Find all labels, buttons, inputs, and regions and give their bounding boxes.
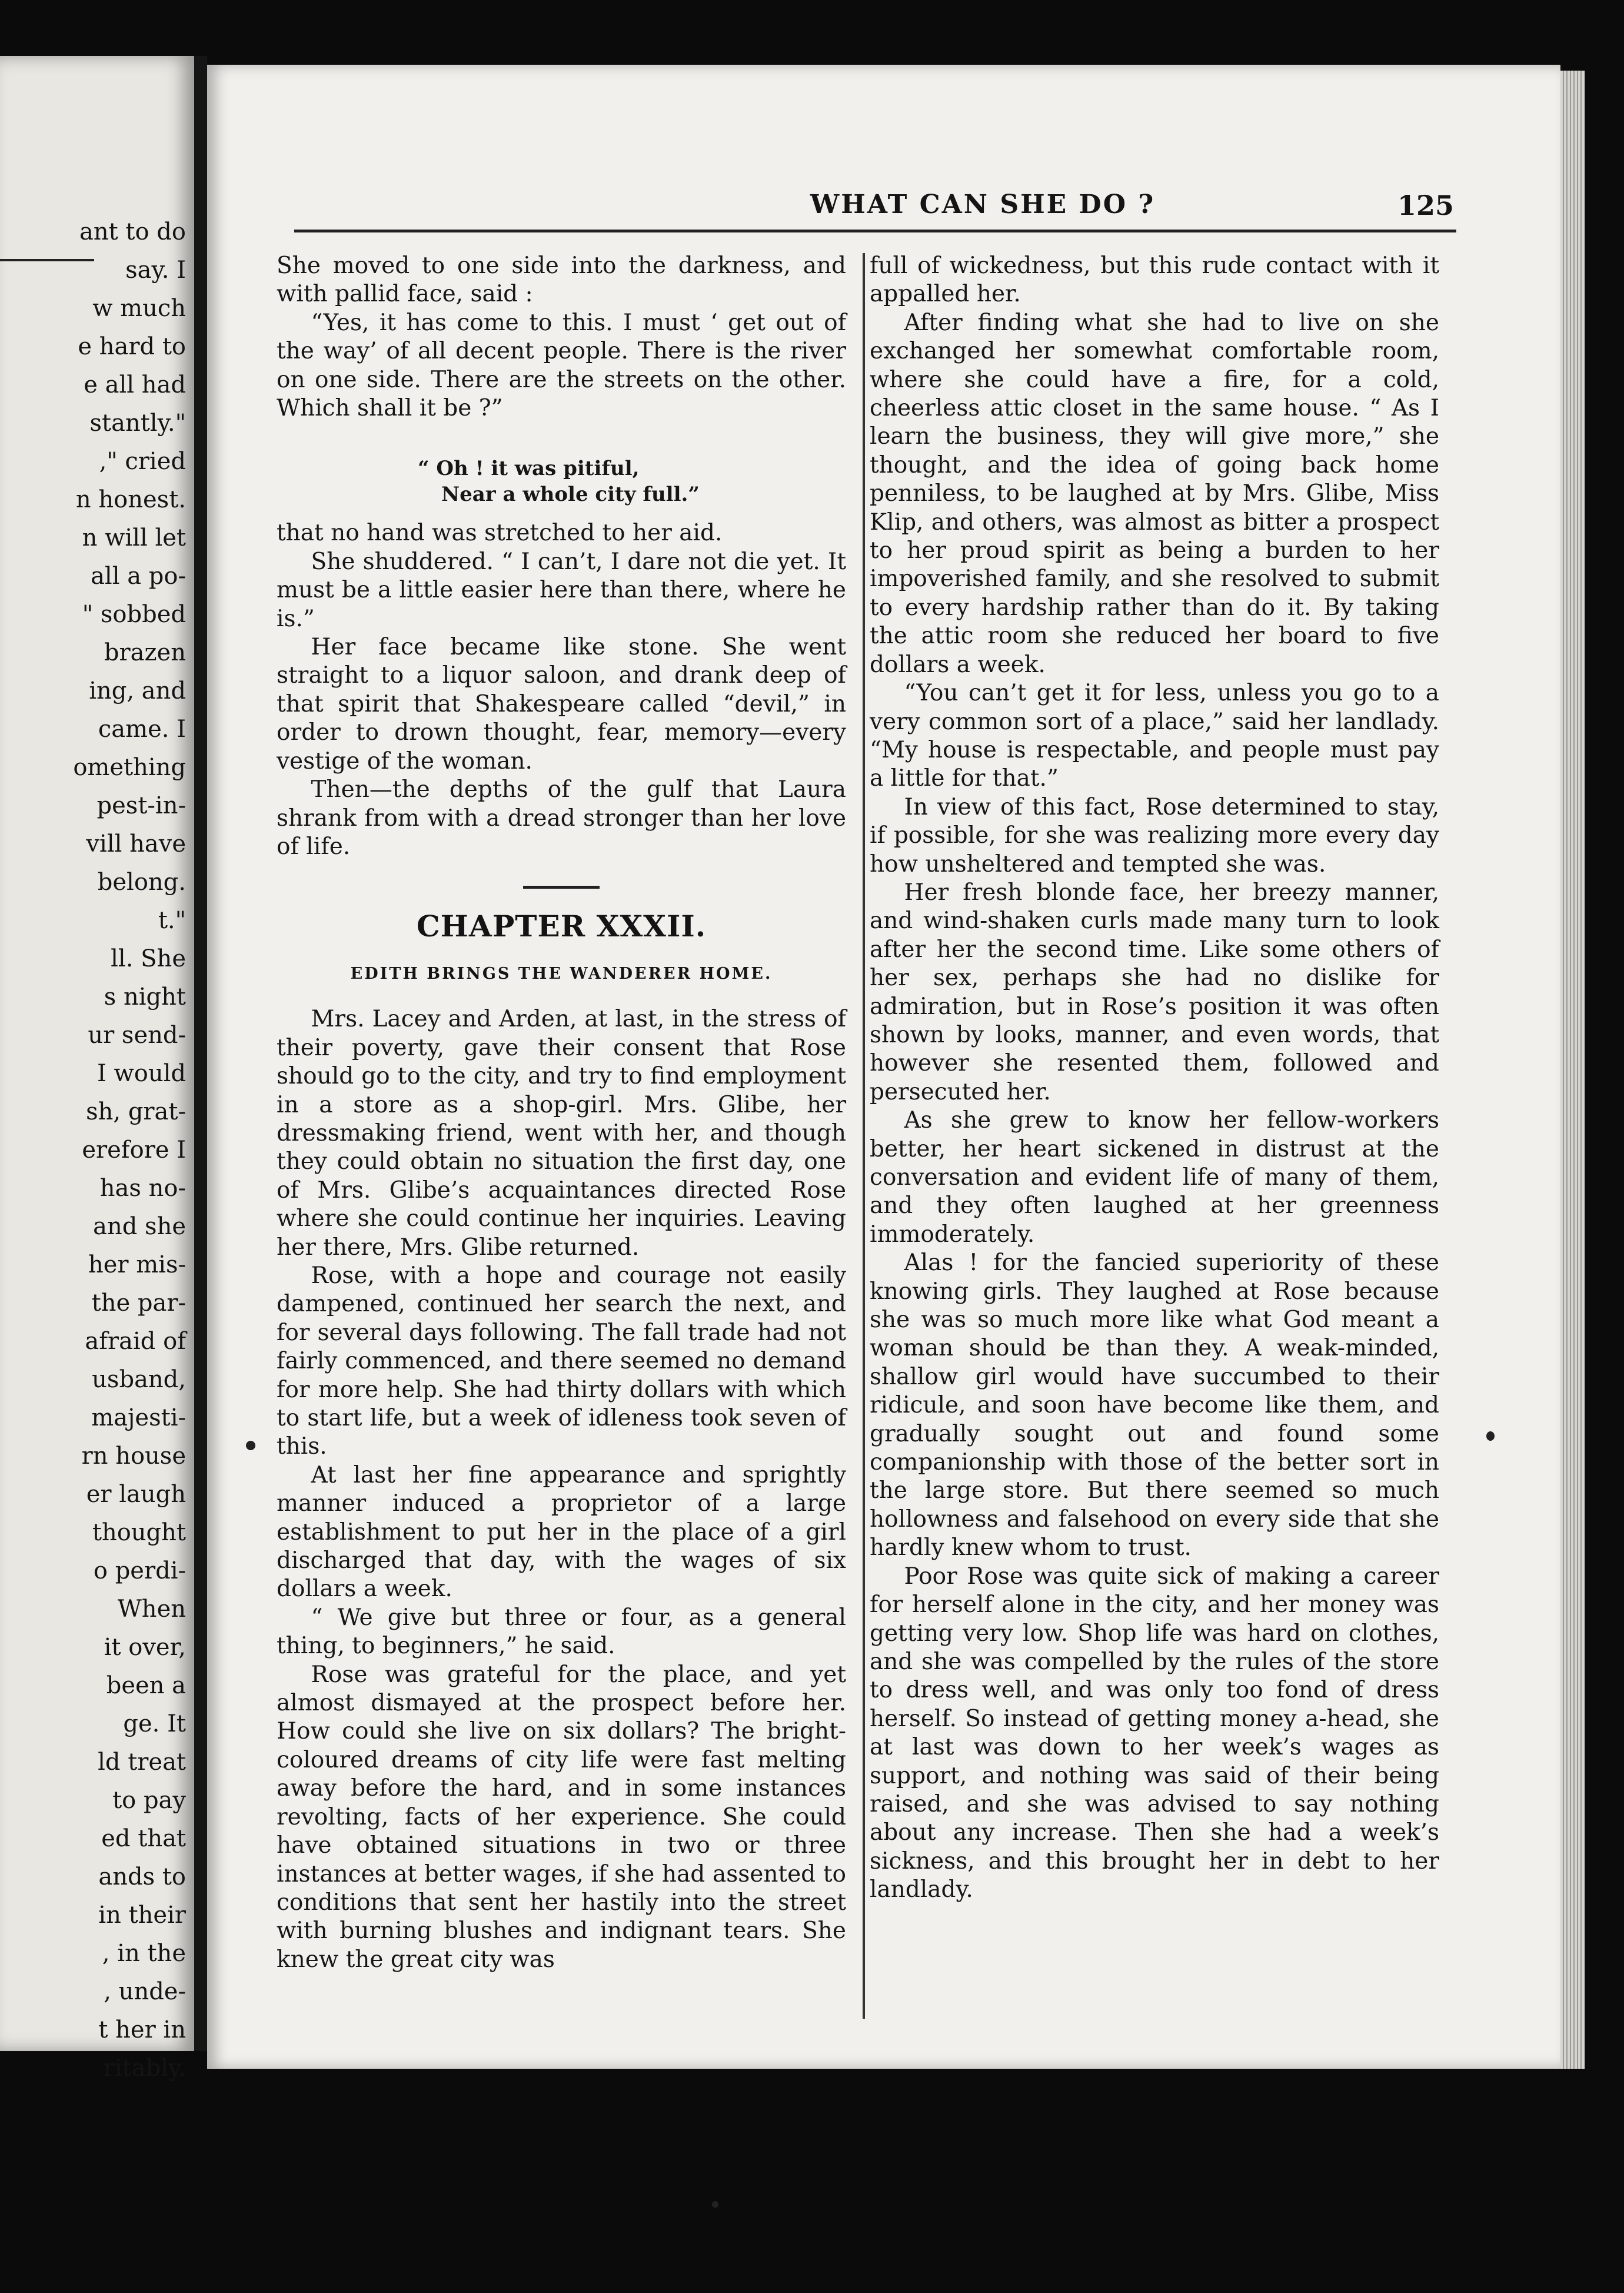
facing-page-line: er laugh — [86, 1481, 186, 1508]
paragraph: Mrs. Lacey and Arden, at last, in the stress of their poverty, gave their consent that Rose should go to the city, and try to find employment in a store as a shop-girl. Mrs. Glibe, her dressmaking friend, went with her, and though they could obtain no situation the first day, one of Mrs. Glibe’s acquaintances directed Rose where she could continue her inquiries. Leaving her there, Mrs. Glibe returned. — [277, 1006, 846, 1261]
facing-page-line: I would — [97, 1060, 186, 1087]
facing-page-line: pest-in- — [96, 792, 186, 819]
facing-page-line: ing, and — [89, 677, 186, 704]
column-divider — [863, 253, 865, 2019]
facing-page-rule — [0, 259, 94, 261]
paragraph: Rose, with a hope and courage not easily dampened, continued her search the next, and for several days following. The fall trade had not fairly commenced, and there seemed no demand for more help. She had thirty dollars with which to start life, but a week of idleness took seven of this. — [277, 1262, 846, 1460]
book-gutter — [194, 56, 207, 2051]
facing-page-line: majesti- — [91, 1404, 186, 1431]
paragraph: Her fresh blonde face, her breezy manner, and wind-shaken curls made many turn to look after her the second time. Like some others of her sex, perhaps she had no dislike for admiration, but in Rose’s position it was often shown by looks, manner, and even words, that however she resented them, followed and persecuted her. — [870, 879, 1439, 1105]
paragraph: Poor Rose was quite sick of making a career for herself alone in the city, and her money was getting very low. Shop life was hard on clothes, and she was compelled by the rules of the store to dress well, and was only too fond of dress herself. So instead of getting money a-head, she at last was down to her week’s wages as support, and nothing was said of their being raised, and she was advised to say nothing about any increase. Then she had a week’s sickness, and this brought her in debt to her landlady. — [870, 1563, 1439, 1903]
facing-page-line: sh, grat- — [86, 1098, 186, 1125]
facing-page-line: ur send- — [88, 1022, 186, 1049]
paragraph: “ We give but three or four, as a general thing, to beginners,” he said. — [277, 1604, 846, 1660]
running-head: WHAT CAN SHE DO ? — [810, 190, 1156, 220]
ink-speck — [712, 2201, 718, 2208]
facing-page-line: e hard to — [78, 333, 186, 360]
facing-page-line: erefore I — [82, 1136, 186, 1164]
facing-page-line: " sobbed — [82, 601, 186, 628]
header-rule — [294, 230, 1456, 232]
facing-page-line: belong. — [97, 869, 186, 896]
facing-page-line: vill have — [86, 830, 186, 858]
facing-page-line: to pay — [112, 1787, 186, 1814]
facing-page-line: it over, — [104, 1634, 186, 1661]
facing-page-line: afraid of — [85, 1328, 186, 1355]
poem-line: “ Oh ! it was pitiful, — [418, 457, 640, 481]
facing-page-line: say. I — [125, 257, 186, 284]
facing-page-line: o perdi- — [93, 1557, 186, 1584]
facing-page-line: ed that — [101, 1825, 186, 1852]
facing-page-line: usband, — [92, 1366, 186, 1393]
ink-speck — [246, 1441, 255, 1450]
paragraph: Then—the depths of the gulf that Laura shrank from with a dread stronger than her love of life. — [277, 776, 846, 860]
paragraph: Alas ! for the fancied superiority of these knowing girls. They laughed at Rose because she was so much more like what God meant a woman should be than they. A weak-minded, shallow girl would have succumbed to their ridicule, and soon have become like them, and gradually sought out and found some companionship with those of the better sort in the large store. But there seemed so much hollowness and falsehood on every side that she hardly knew whom to trust. — [870, 1249, 1439, 1561]
facing-page-line: all a po- — [91, 563, 186, 590]
paragraph: She moved to one side into the darkness, and with pallid face, said : — [277, 252, 846, 308]
paragraph: full of wickedness, but this rude contact with it appalled her. — [870, 252, 1439, 308]
facing-page-line: e all had — [84, 371, 186, 398]
paragraph: “You can’t get it for less, unless you go to a very common sort of a place,” said her landlady. “My house is respectable, and people must pay a little for that.” — [870, 680, 1439, 792]
paragraph: After finding what she had to live on she exchanged her somewhat comfortable room, where she could have a fire, for a cold, cheerless attic closet in the same house. “ As I learn the business, they will give more,” she thought, and the idea of going back home penniless, to be laughed at by Mrs. Glibe, Miss Klip, and others, was almost as bitter a prospect to her proud spirit as being a burden to her impoverished family, and she resolved to submit to every hardship rather than do it. By taking the attic room she reduced her board to five dollars a week. — [870, 309, 1439, 678]
facing-page-line: ands to — [98, 1863, 186, 1890]
paragraph: Rose was grateful for the place, and yet almost dismayed at the prospect before her. How could she live on six dollars? The bright-coloured dreams of city life were fast melting away before the hard, and in some instances revolting, facts of her experience. She could have obtained situations in two or three instances at better wages, if she had assented to conditions that sent her hastily into the street with burning blushes and indignant tears. She knew the great city was — [277, 1661, 846, 1973]
facing-page-line: the par- — [91, 1290, 186, 1317]
paragraph: “Yes, it has come to this. I must ‘ get out of the way’ of all decent people. There is the river on one side. There are the streets on the other. Which shall it be ?” — [277, 309, 846, 422]
facing-page-line: came. I — [98, 716, 186, 743]
facing-page-line: n will let — [82, 524, 186, 551]
facing-page-line: ge. It — [123, 1710, 186, 1737]
facing-page-line: rn house — [81, 1443, 186, 1470]
facing-page-line: n honest. — [75, 486, 186, 513]
facing-page-line: brazen — [104, 639, 186, 666]
facing-page-line: been a — [106, 1672, 186, 1699]
facing-page-line: and she — [93, 1213, 186, 1240]
facing-page-line: w much — [92, 295, 186, 322]
facing-page-line: When — [117, 1596, 186, 1623]
facing-page-line: t." — [158, 907, 186, 934]
facing-page-line: omething — [73, 754, 186, 781]
facing-page-line: s night — [104, 983, 186, 1011]
facing-page-line: , in the — [102, 1940, 186, 1967]
facing-page-line: stantly." — [89, 410, 186, 437]
facing-page-line: ld treat — [98, 1749, 186, 1776]
facing-page-line: ant to do — [79, 218, 186, 245]
facing-page-line: ritably. — [103, 2055, 186, 2082]
section-rule — [523, 886, 600, 889]
facing-page-fragment — [0, 56, 194, 2082]
facing-page-line: , unde- — [104, 1978, 186, 2005]
text-column-left — [277, 252, 846, 1974]
chapter-subtitle: EDITH BRINGS THE WANDERER HOME. — [350, 965, 773, 983]
paragraph: that no hand was stretched to her aid. — [277, 520, 723, 547]
chapter-title: CHAPTER XXXII. — [416, 909, 707, 944]
paragraph: Her face became like stone. She went straight to a liquor saloon, and drank deep of that spirit that Shakespeare called “devil,” in order to drown thought, fear, memory—every vestige of the woman. — [277, 634, 846, 775]
facing-page-line: ll. She — [111, 945, 186, 972]
facing-page-line: her mis- — [88, 1251, 186, 1278]
page-number: 125 — [1397, 190, 1455, 221]
facing-page-line: thought — [92, 1519, 186, 1546]
poem-line: Near a whole city full.” — [441, 483, 700, 507]
facing-page-line: has no- — [99, 1175, 186, 1202]
text-column-right — [870, 252, 1439, 1905]
paragraph: In view of this fact, Rose determined to stay, if possible, for she was realizing more every day how unsheltered and tempted she was. — [870, 793, 1439, 878]
paragraph: She shuddered. “ I can’t, I dare not die yet. It must be a little easier here than there, where he is.” — [277, 548, 846, 632]
ink-speck — [1486, 1431, 1495, 1441]
paragraph: At last her fine appearance and sprightly manner induced a proprietor of a large establishment to put her in the place of a girl discharged that day, with the wages of six dollars a week. — [277, 1461, 846, 1603]
paragraph: As she grew to know her fellow-workers better, her heart sickened in distrust at the conversation and evident life of many of them, and they often laughed at her greenness immoderately. — [870, 1107, 1439, 1248]
facing-page-line: in their — [98, 1902, 186, 1929]
facing-page-line: t her in — [98, 2016, 186, 2043]
page-edges — [1560, 71, 1585, 2069]
facing-page-line: ," cried — [99, 448, 186, 475]
poem-quote — [418, 456, 846, 507]
